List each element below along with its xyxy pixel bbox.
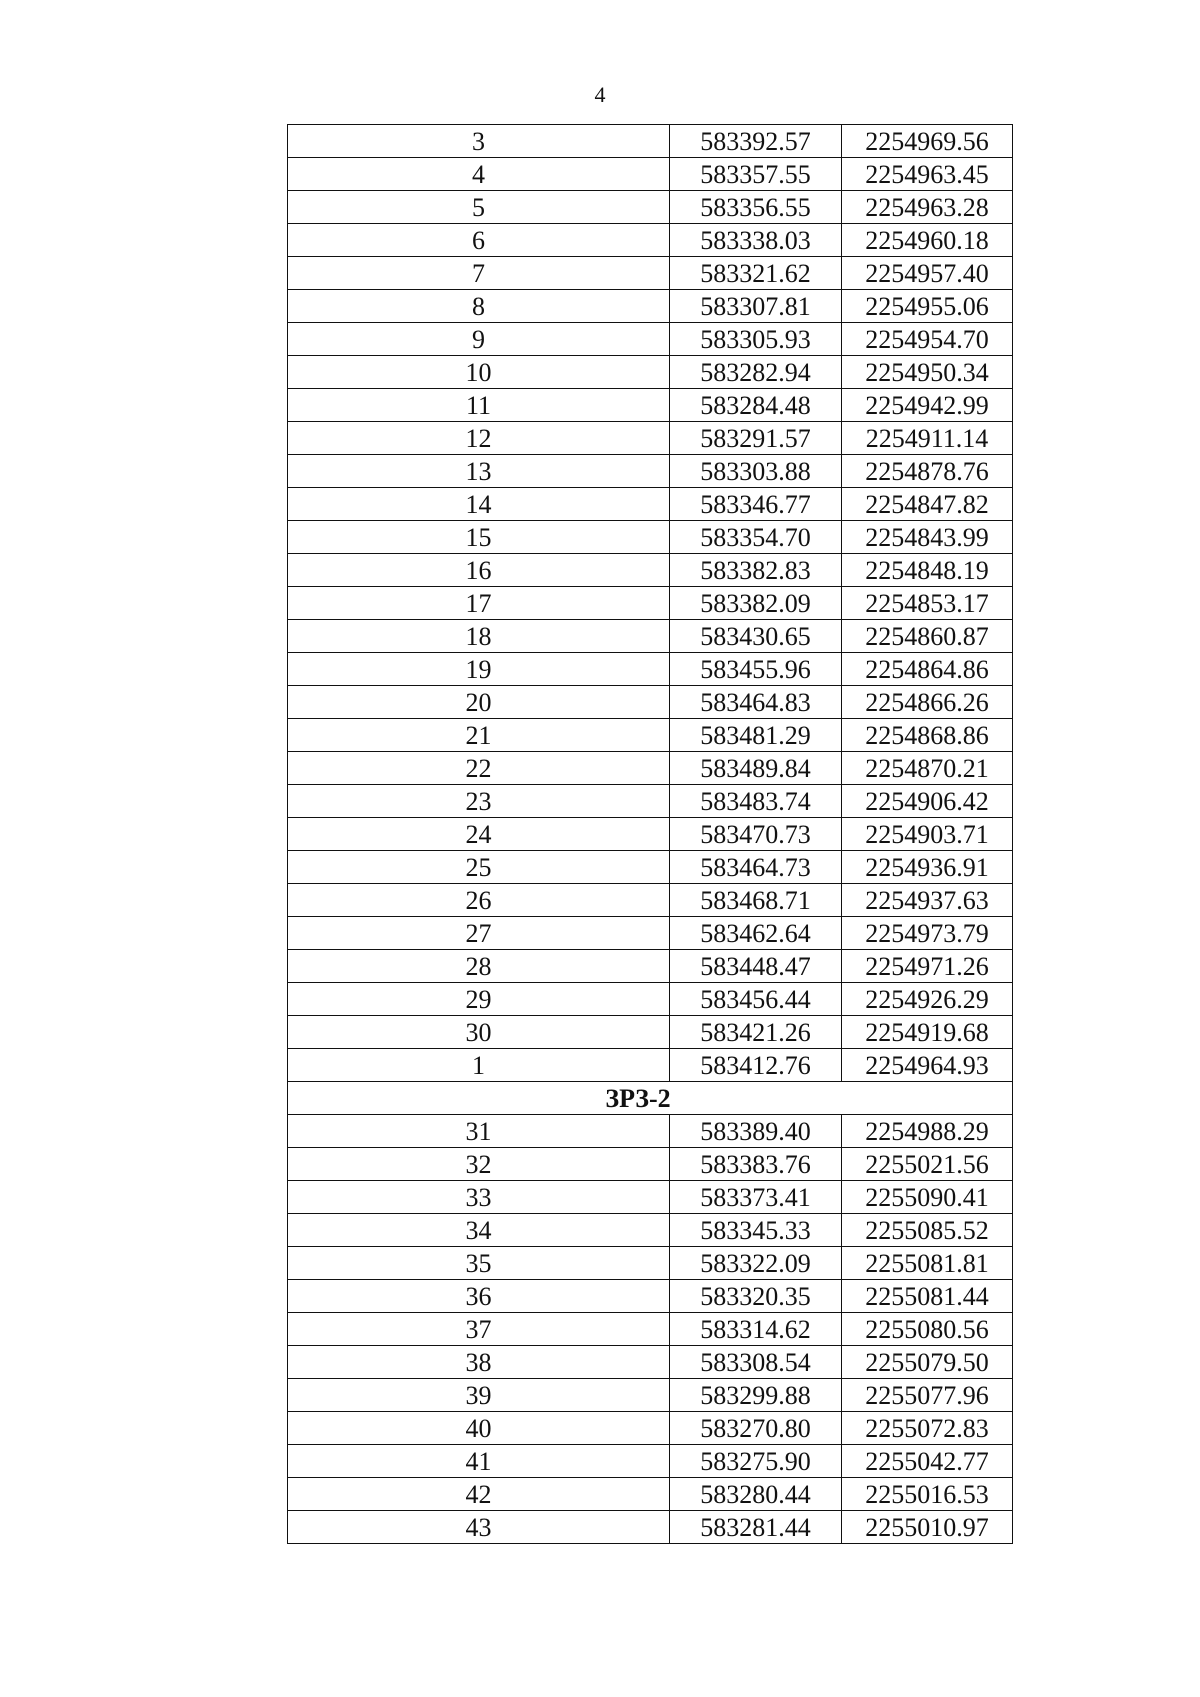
point-number-cell: 10: [288, 356, 670, 389]
y-coordinate-cell: 2254963.28: [842, 191, 1013, 224]
table-row: [288, 191, 1013, 224]
point-number-cell: 40: [288, 1412, 670, 1445]
x-coordinate-cell: 583291.57: [670, 422, 842, 455]
table-row: [288, 422, 1013, 455]
point-number-cell: 6: [288, 224, 670, 257]
table-row: [288, 158, 1013, 191]
table-row: [288, 653, 1013, 686]
point-number-cell: 14: [288, 488, 670, 521]
y-coordinate-cell: 2254853.17: [842, 587, 1013, 620]
point-number-cell: 43: [288, 1511, 670, 1544]
table-row: [288, 323, 1013, 356]
point-number-cell: 15: [288, 521, 670, 554]
y-coordinate-cell: 2255021.56: [842, 1148, 1013, 1181]
x-coordinate-cell: 583412.76: [670, 1049, 842, 1082]
y-coordinate-cell: 2254964.93: [842, 1049, 1013, 1082]
table-row: [288, 884, 1013, 917]
x-coordinate-cell: 583468.71: [670, 884, 842, 917]
point-number-cell: 21: [288, 719, 670, 752]
section-header-row: [288, 1082, 1013, 1115]
y-coordinate-cell: 2254843.99: [842, 521, 1013, 554]
table-row: [288, 1379, 1013, 1412]
y-coordinate-cell: 2254878.76: [842, 455, 1013, 488]
y-coordinate-cell: 2255016.53: [842, 1478, 1013, 1511]
x-coordinate-cell: 583322.09: [670, 1247, 842, 1280]
table-row: [288, 752, 1013, 785]
y-coordinate-cell: 2254906.42: [842, 785, 1013, 818]
table-row: [288, 1280, 1013, 1313]
table-row: [288, 1214, 1013, 1247]
y-coordinate-cell: 2254864.86: [842, 653, 1013, 686]
point-number-cell: 11: [288, 389, 670, 422]
x-coordinate-cell: 583392.57: [670, 125, 842, 158]
table-row: [288, 389, 1013, 422]
table-row: [288, 1478, 1013, 1511]
x-coordinate-cell: 583284.48: [670, 389, 842, 422]
table-row: [288, 686, 1013, 719]
x-coordinate-cell: 583299.88: [670, 1379, 842, 1412]
table-row: [288, 257, 1013, 290]
point-number-cell: 3: [288, 125, 670, 158]
table-row: [288, 1247, 1013, 1280]
x-coordinate-cell: 583282.94: [670, 356, 842, 389]
x-coordinate-cell: 583464.73: [670, 851, 842, 884]
y-coordinate-cell: 2254973.79: [842, 917, 1013, 950]
table-row: [288, 950, 1013, 983]
y-coordinate-cell: 2254860.87: [842, 620, 1013, 653]
point-number-cell: 31: [288, 1115, 670, 1148]
x-coordinate-cell: 583307.81: [670, 290, 842, 323]
x-coordinate-cell: 583303.88: [670, 455, 842, 488]
point-number-cell: 8: [288, 290, 670, 323]
y-coordinate-cell: 2254954.70: [842, 323, 1013, 356]
point-number-cell: 1: [288, 1049, 670, 1082]
x-coordinate-cell: 583357.55: [670, 158, 842, 191]
table-row: [288, 290, 1013, 323]
x-coordinate-cell: 583483.74: [670, 785, 842, 818]
y-coordinate-cell: 2254919.68: [842, 1016, 1013, 1049]
table-row: [288, 1181, 1013, 1214]
y-coordinate-cell: 2254963.45: [842, 158, 1013, 191]
y-coordinate-cell: 2254955.06: [842, 290, 1013, 323]
x-coordinate-cell: 583320.35: [670, 1280, 842, 1313]
point-number-cell: 30: [288, 1016, 670, 1049]
point-number-cell: 22: [288, 752, 670, 785]
point-number-cell: 29: [288, 983, 670, 1016]
point-number-cell: 33: [288, 1181, 670, 1214]
point-number-cell: 35: [288, 1247, 670, 1280]
point-number-cell: 7: [288, 257, 670, 290]
y-coordinate-cell: 2254903.71: [842, 818, 1013, 851]
y-coordinate-cell: 2254971.26: [842, 950, 1013, 983]
table-row: [288, 785, 1013, 818]
point-number-cell: 38: [288, 1346, 670, 1379]
table-row: [288, 455, 1013, 488]
point-number-cell: 16: [288, 554, 670, 587]
point-number-cell: 9: [288, 323, 670, 356]
x-coordinate-cell: 583308.54: [670, 1346, 842, 1379]
table-row: [288, 983, 1013, 1016]
table-row: [288, 1115, 1013, 1148]
x-coordinate-cell: 583430.65: [670, 620, 842, 653]
x-coordinate-cell: 583345.33: [670, 1214, 842, 1247]
table-row: [288, 1346, 1013, 1379]
table-row: [288, 1313, 1013, 1346]
y-coordinate-cell: 2255081.44: [842, 1280, 1013, 1313]
table-row: [288, 521, 1013, 554]
x-coordinate-cell: 583356.55: [670, 191, 842, 224]
y-coordinate-cell: 2254911.14: [842, 422, 1013, 455]
table-row: [288, 554, 1013, 587]
x-coordinate-cell: 583462.64: [670, 917, 842, 950]
section-title: ЗРЗ-2: [288, 1082, 1013, 1115]
point-number-cell: 39: [288, 1379, 670, 1412]
y-coordinate-cell: 2254957.40: [842, 257, 1013, 290]
x-coordinate-cell: 583373.41: [670, 1181, 842, 1214]
point-number-cell: 24: [288, 818, 670, 851]
point-number-cell: 27: [288, 917, 670, 950]
x-coordinate-cell: 583314.62: [670, 1313, 842, 1346]
y-coordinate-cell: 2254969.56: [842, 125, 1013, 158]
y-coordinate-cell: 2254870.21: [842, 752, 1013, 785]
x-coordinate-cell: 583382.09: [670, 587, 842, 620]
point-number-cell: 20: [288, 686, 670, 719]
table-row: [288, 818, 1013, 851]
y-coordinate-cell: 2255085.52: [842, 1214, 1013, 1247]
x-coordinate-cell: 583354.70: [670, 521, 842, 554]
x-coordinate-cell: 583448.47: [670, 950, 842, 983]
x-coordinate-cell: 583280.44: [670, 1478, 842, 1511]
table-row: [288, 1445, 1013, 1478]
coordinates-table: [287, 124, 1013, 1544]
point-number-cell: 18: [288, 620, 670, 653]
table-row: [288, 587, 1013, 620]
table-row: [288, 851, 1013, 884]
y-coordinate-cell: 2254866.26: [842, 686, 1013, 719]
x-coordinate-cell: 583346.77: [670, 488, 842, 521]
point-number-cell: 42: [288, 1478, 670, 1511]
point-number-cell: 5: [288, 191, 670, 224]
x-coordinate-cell: 583456.44: [670, 983, 842, 1016]
coordinates-table-body: [288, 125, 1013, 1544]
x-coordinate-cell: 583305.93: [670, 323, 842, 356]
table-row: [288, 224, 1013, 257]
table-row: [288, 125, 1013, 158]
x-coordinate-cell: 583382.83: [670, 554, 842, 587]
point-number-cell: 25: [288, 851, 670, 884]
x-coordinate-cell: 583455.96: [670, 653, 842, 686]
point-number-cell: 19: [288, 653, 670, 686]
y-coordinate-cell: 2254950.34: [842, 356, 1013, 389]
point-number-cell: 32: [288, 1148, 670, 1181]
y-coordinate-cell: 2255072.83: [842, 1412, 1013, 1445]
y-coordinate-cell: 2255080.56: [842, 1313, 1013, 1346]
y-coordinate-cell: 2254868.86: [842, 719, 1013, 752]
x-coordinate-cell: 583275.90: [670, 1445, 842, 1478]
point-number-cell: 26: [288, 884, 670, 917]
page-number: 4: [594, 82, 606, 107]
y-coordinate-cell: 2254848.19: [842, 554, 1013, 587]
y-coordinate-cell: 2254942.99: [842, 389, 1013, 422]
table-row: [288, 1412, 1013, 1445]
y-coordinate-cell: 2255042.77: [842, 1445, 1013, 1478]
point-number-cell: 13: [288, 455, 670, 488]
table-row: [288, 1016, 1013, 1049]
table-row: [288, 1511, 1013, 1544]
y-coordinate-cell: 2254960.18: [842, 224, 1013, 257]
x-coordinate-cell: 583338.03: [670, 224, 842, 257]
y-coordinate-cell: 2254936.91: [842, 851, 1013, 884]
x-coordinate-cell: 583321.62: [670, 257, 842, 290]
point-number-cell: 12: [288, 422, 670, 455]
y-coordinate-cell: 2255081.81: [842, 1247, 1013, 1280]
y-coordinate-cell: 2254937.63: [842, 884, 1013, 917]
point-number-cell: 17: [288, 587, 670, 620]
table-row: [288, 488, 1013, 521]
table-row: [288, 917, 1013, 950]
x-coordinate-cell: 583270.80: [670, 1412, 842, 1445]
x-coordinate-cell: 583389.40: [670, 1115, 842, 1148]
x-coordinate-cell: 583383.76: [670, 1148, 842, 1181]
table-row: [288, 620, 1013, 653]
x-coordinate-cell: 583281.44: [670, 1511, 842, 1544]
point-number-cell: 23: [288, 785, 670, 818]
point-number-cell: 28: [288, 950, 670, 983]
x-coordinate-cell: 583481.29: [670, 719, 842, 752]
x-coordinate-cell: 583489.84: [670, 752, 842, 785]
x-coordinate-cell: 583470.73: [670, 818, 842, 851]
point-number-cell: 4: [288, 158, 670, 191]
y-coordinate-cell: 2255077.96: [842, 1379, 1013, 1412]
point-number-cell: 37: [288, 1313, 670, 1346]
y-coordinate-cell: 2254988.29: [842, 1115, 1013, 1148]
x-coordinate-cell: 583421.26: [670, 1016, 842, 1049]
point-number-cell: 41: [288, 1445, 670, 1478]
x-coordinate-cell: 583464.83: [670, 686, 842, 719]
y-coordinate-cell: 2255090.41: [842, 1181, 1013, 1214]
y-coordinate-cell: 2254847.82: [842, 488, 1013, 521]
table-row: [288, 1148, 1013, 1181]
y-coordinate-cell: 2255079.50: [842, 1346, 1013, 1379]
y-coordinate-cell: 2255010.97: [842, 1511, 1013, 1544]
point-number-cell: 34: [288, 1214, 670, 1247]
table-row: [288, 719, 1013, 752]
y-coordinate-cell: 2254926.29: [842, 983, 1013, 1016]
table-row: [288, 1049, 1013, 1082]
point-number-cell: 36: [288, 1280, 670, 1313]
table-row: [288, 356, 1013, 389]
